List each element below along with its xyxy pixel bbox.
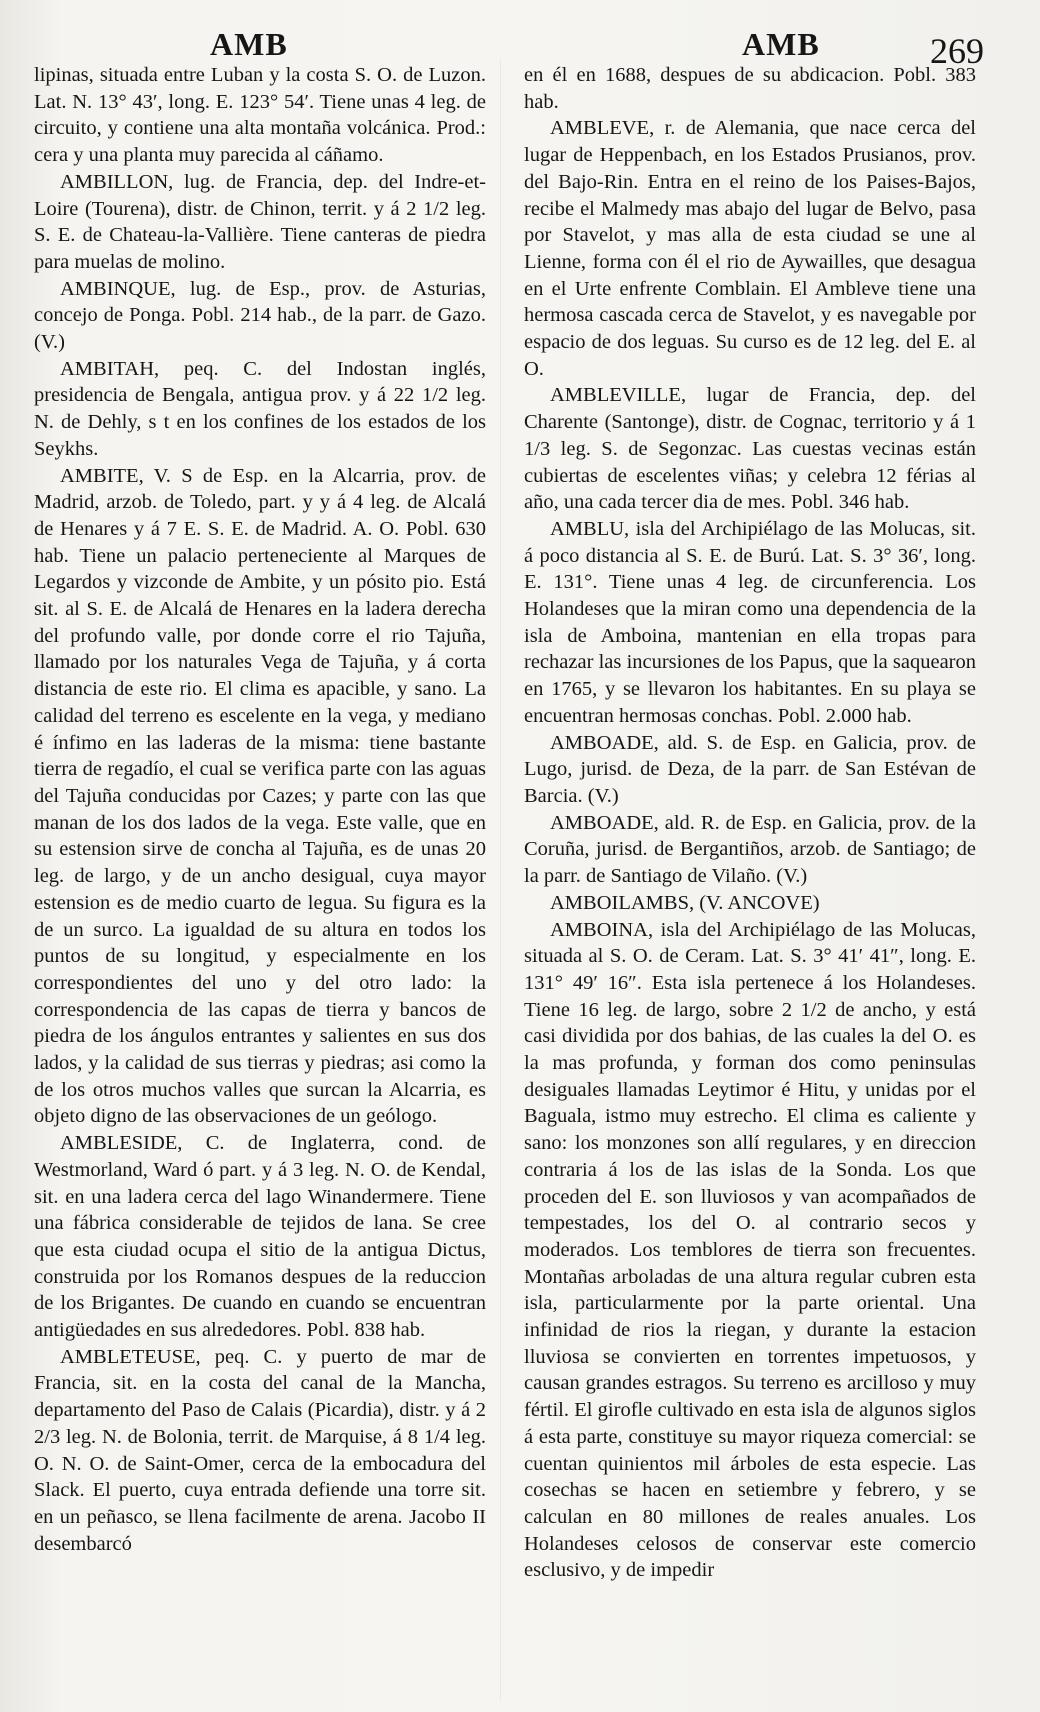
entry-paragraph: AMBOILAMBS, (V. ANCOVE) <box>550 891 820 914</box>
entry-paragraph: AMBLETEUSE, peq. C. y puerto de mar de Francia, sit. en la costa del canal de la Mancha, departamento del Paso de Calais (Picardia), distr. y á 2 2/3 leg. N. de Bolonia, territ. de Marquise, á 8 1/4 leg. O. N. O. de Saint-Omer, cerca de la embocadura del Slack. El puerto, cuya entrada defiende una torre sit. en un peñasco, se llena facilmente de arena. Jacobo II desembarcó <box>34 1345 486 1555</box>
entry-paragraph: en él en 1688, despues de su abdicacion. Pobl. 383 hab. <box>524 64 976 113</box>
entry-paragraph: AMBLEVILLE, lugar de Francia, dep. del Charente (Santonge), distr. de Cognac, territorio y á 1 1/3 leg. S. de Segonzac. Las cuestas vecinas están cubiertas de escelentes viñas; y celebra 12 férias al año, una cada tercer dia de mes. Pobl. 346 hab. <box>524 384 976 514</box>
entry-paragraph: AMBOADE, ald. R. de Esp. en Galicia, prov. de la Coruña, jurisd. de Bergantiños, arzob. de Santiago; de la parr. de Santiago de Vilaño. (V.) <box>524 811 976 888</box>
entry-paragraph: AMBLESIDE, C. de Inglaterra, cond. de Westmorland, Ward ó part. y á 3 leg. N. O. de Kendal, sit. en una ladera cerca del lago Winandermere. Tiene una fábrica considerable de tejidos de lana. Se cree que esta ciudad ocupa el sitio de la antigua Dictus, construida por los Romanos despues de la reduccion de los Brigantes. De cuando en cuando se encuentran antigüedades en sus alrededores. Pobl. 838 hab. <box>34 1132 486 1342</box>
left-column <box>34 62 486 1557</box>
entry-paragraph: AMBLU, isla del Archipiélago de las Molucas, sit. á poco distancia al S. E. de Burú. Lat. S. 3° 36′, long. E. 131°. Tiene unas 4 leg. de circunferencia. Los Holandeses que la miran como una dependencia de la isla de Amboina, mantenian en ella tropas para rechazar las incursiones de los Papus, que la saquearon en 1765, y se llevaron los habitantes. En su playa se encuentran hermosas conchas. Pobl. 2.000 hab. <box>524 517 976 727</box>
column-gutter <box>500 60 501 1700</box>
right-column <box>524 62 976 1584</box>
entry-paragraph: AMBITAH, peq. C. del Indostan inglés, presidencia de Bengala, antigua prov. y á 22 1/2 leg. N. de Dehly, s t en los confines de los estados de los Seykhs. <box>34 357 486 460</box>
running-head-left: AMB <box>210 26 288 62</box>
entry-paragraph: AMBLEVE, r. de Alemania, que nace cerca del lugar de Heppenbach, en los Estados Prusianos, prov. del Bajo-Rin. Entra en el reino de los Paises-Bajos, recibe el Malmedy mas abajo del lugar de Belvo, pasa por Stavelot, y mas alla de esta ciudad se une al Lienne, forma con él el rio de Aywailles, que desagua en el Urte enfrente Comblain. El Ambleve tiene una hermosa cascada cerca de Stavelot, y es navegable por espacio de dos leguas. Su curso es de 12 leg. del E. al O. <box>524 117 976 380</box>
entry-paragraph: AMBOINA, isla del Archipiélago de las Molucas, situada al S. O. de Ceram. Lat. S. 3° 41′ 41″, long. E. 131° 49′ 16″. Esta isla pertenece á los Holandeses. Tiene 16 leg. de largo, sobre 2 1/2 de ancho, y está casi dividida por dos bahias, de las cuales la del O. es la mas profunda, y forman dos como peninsulas desiguales llamadas Leytimor é Hitu, y unidas por el Baguala, istmo muy estrecho. El clima es caliente y sano: los monzones son allí regulares, y en direccion contraria á los de las islas de la Sonda. Los que proceden del E. son lluviosos y van acompañados de tempestades, los del O. al contrario secos y moderados. Los temblores de tierra son frecuentes. Montañas arboladas de una altura regular cubren esta isla, particularmente por la parte oriental. Una infinidad de rios la riegan, y durante la estacion lluviosa se convierten en torrentes impetuosos, y causan grandes estragos. Su terreno es arcilloso y muy fértil. El girofle cultivado en esta isla de algunos siglos á esta parte, constituye su mayor riqueza comercial: se cuentan quinientos mil árboles de esta especie. Las cosechas se hacen en setiembre y febrero, y se calculan en 80 millones de reales anuales. Los Holandeses celosos de conservar este comercio esclusivo, y de impedir <box>524 918 976 1582</box>
entry-paragraph: AMBINQUE, lug. de Esp., prov. de Asturias, concejo de Ponga. Pobl. 214 hab., de la parr. de Gazo. (V.) <box>34 277 486 354</box>
entry-paragraph: AMBITE, V. S de Esp. en la Alcarria, prov. de Madrid, arzob. de Toledo, part. y y á 4 leg. de Alcalá de Henares y á 7 E. S. E. de Madrid. A. O. Pobl. 630 hab. Tiene un palacio perteneciente al Marques de Legardos y vizconde de Ambite, y un pósito pio. Está sit. al S. E. de Alcalá de Henares en la ladera derecha del profundo valle, por donde corre el rio Tajuña, llamado por los naturales Vega de Tajuña, y á corta distancia de este rio. El clima es apacible, y sano. La calidad del terreno es escelente en la vega, y mediano é ínfimo en las laderas de la misma: tiene bastante tierra de regadío, el cual se verifica parte con las aguas del Tajuña conducidas por Cazes; y parte con las que manan de los dos lados de la vega. Este valle, que en su estension sirve de concha al Tajuña, es de unas 20 leg. de largo, y de un ancho desigual, cuya mayor estension es de medio cuarto de legua. Su figura es la de un surco. La igualdad de su altura en todos los puntos de su longitud, y especialmente en los correspondientes del uno y del otro lado: la correspondencia de las capas de tierra y bancos de piedra de los ángulos entrantes y salientes en sus dos lados, y la calidad de sus tierras y piedras; asi como la de los otros muchos valles que surcan la Alcarria, es objeto digno de las observaciones de un geólogo. <box>34 464 486 1128</box>
entry-paragraph: lipinas, situada entre Luban y la costa S. O. de Luzon. Lat. N. 13° 43′, long. E. 123° 54′. Tiene unas 4 leg. de circuito, y contiene una alta montaña volcánica. Prod.: cera y una planta muy parecida al cáñamo. <box>34 64 486 167</box>
page-number: 269 <box>930 31 984 71</box>
running-head-right: AMB <box>742 26 820 62</box>
entry-paragraph: AMBILLON, lug. de Francia, dep. del Indre-et-Loire (Tourena), distr. de Chinon, territ. y á 2 1/2 leg. S. E. de Chateau-la-Vallière. Tiene canteras de piedra para muelas de molino. <box>34 170 486 273</box>
entry-paragraph: AMBOADE, ald. S. de Esp. en Galicia, prov. de Lugo, jurisd. de Deza, de la parr. de San Estévan de Barcia. (V.) <box>524 731 976 807</box>
